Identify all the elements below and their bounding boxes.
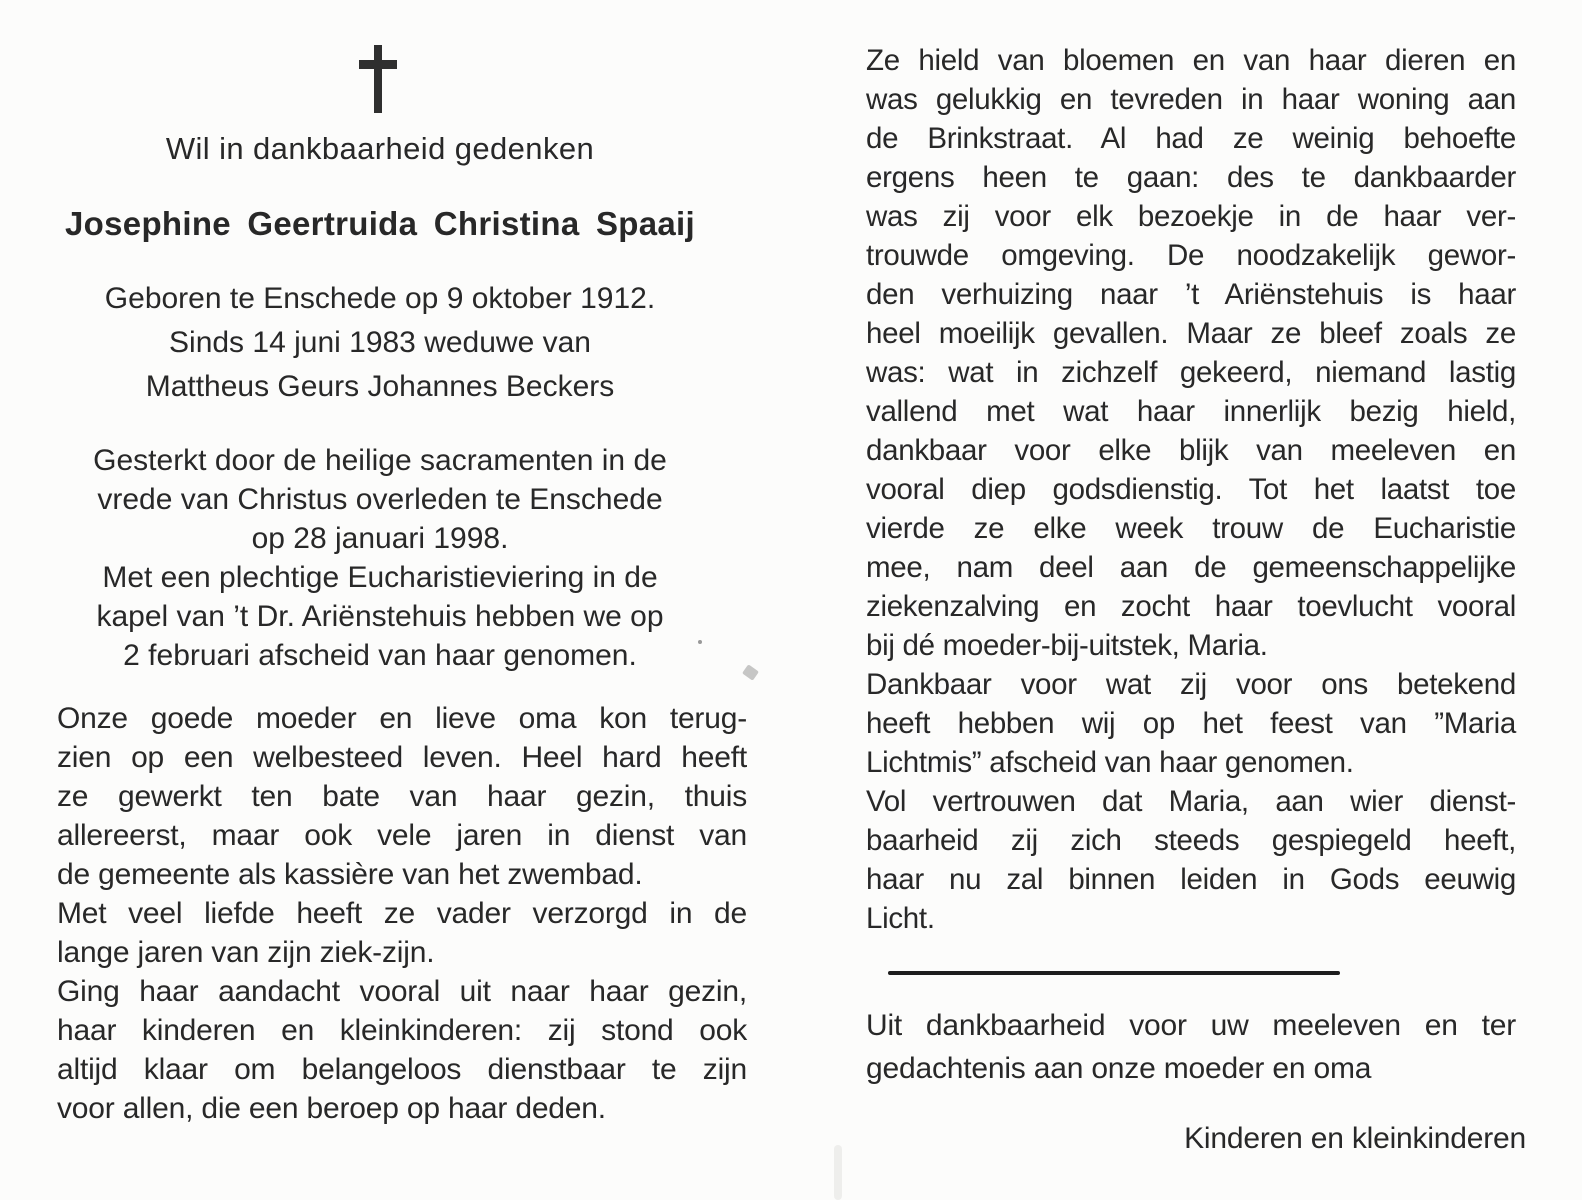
text-line: Gesterkt door de heilige sacramenten in de xyxy=(93,444,667,477)
text-line: op 28 januari 1998. xyxy=(251,522,509,555)
text-line: Sinds 14 juni 1983 weduwe van xyxy=(169,326,591,359)
text-line: voor allen, die een beroep op haar deden. xyxy=(57,1092,606,1125)
text-line: allereerst, maar ook vele jaren in dienst van xyxy=(57,819,747,852)
life-paragraph xyxy=(866,665,1516,782)
text-line: Mattheus Geurs Johannes Beckers xyxy=(145,370,615,403)
text-line: Onze goede moeder en lieve oma kon terug- xyxy=(57,702,747,735)
life-paragraph xyxy=(866,782,1516,938)
text-line: vierde ze elke week trouw de Eucharistie xyxy=(866,512,1516,545)
deceased-name-text: Josephine Geertruida Christina Spaaij xyxy=(65,205,695,242)
text-line: was: wat in zichzelf gekeerd, niemand lastig xyxy=(866,356,1516,389)
deceased-name xyxy=(57,205,703,243)
text-line: ergens heen te gaan: des te dankbaarder xyxy=(866,161,1516,194)
text-line: Dankbaar voor wat zij voor ons betekend xyxy=(866,668,1516,701)
text-line: ziekenzalving en zocht haar toevlucht vooral xyxy=(866,590,1516,623)
birth-block xyxy=(57,277,703,409)
text-line: altijd klaar om belangeloos dienstbaar te zijn xyxy=(57,1053,747,1086)
life-paragraph xyxy=(866,41,1516,665)
life-paragraph xyxy=(57,894,747,972)
text-line: Ging haar aandacht vooral uit naar haar gezin, xyxy=(57,975,747,1008)
cross-icon xyxy=(358,43,398,115)
text-line: kapel van ’t Dr. Ariënstehuis hebben we op xyxy=(96,600,664,633)
text-line: Vol vertrouwen dat Maria, aan wier dienst- xyxy=(866,785,1516,818)
life-story-right xyxy=(866,41,1516,938)
text-line: Licht. xyxy=(866,902,935,935)
text-line: 2 februari afscheid van haar genomen. xyxy=(123,639,637,672)
text-line: mee, nam deel aan de gemeenschappelijke xyxy=(866,551,1516,584)
text-line: Ze hield van bloemen en van haar dieren en xyxy=(866,44,1516,77)
life-paragraph xyxy=(57,972,747,1128)
text-line: Uit dankbaarheid voor uw meeleven en ter xyxy=(866,1009,1516,1042)
text-line: dankbaar voor elke blijk van meeleven en xyxy=(866,434,1516,467)
horizontal-divider xyxy=(888,971,1340,975)
text-line: Geboren te Enschede op 9 oktober 1912. xyxy=(104,282,656,315)
life-story-left xyxy=(57,699,747,1128)
text-line: lange jaren van zijn ziek-zijn. xyxy=(57,936,435,969)
text-line: de gemeente als kassière van het zwembad. xyxy=(57,858,643,891)
memorial-intro xyxy=(57,131,703,167)
text-line: heeft hebben wij op het feest van ”Maria xyxy=(866,707,1516,740)
scan-artifact xyxy=(698,640,702,644)
death-block xyxy=(57,441,703,675)
text-line: bij dé moeder-bij-uitstek, Maria. xyxy=(866,629,1268,662)
text-line: Lichtmis” afscheid van haar genomen. xyxy=(866,746,1354,779)
text-line: trouwde omgeving. De noodzakelijk gewor- xyxy=(866,239,1516,272)
text-line: vrede van Christus overleden te Enschede xyxy=(97,483,663,516)
text-line: haar kinderen en kleinkinderen: zij stond ook xyxy=(57,1014,747,1047)
text-line: den verhuizing naar ’t Ariënstehuis is haar xyxy=(866,278,1516,311)
signature xyxy=(866,1122,1526,1156)
text-line: Met een plechtige Eucharistieviering in de xyxy=(102,561,658,594)
signature-text: Kinderen en kleinkinderen xyxy=(1184,1122,1526,1155)
text-line: zien op een welbesteed leven. Heel hard heeft xyxy=(57,741,747,774)
scan-artifact xyxy=(742,664,759,680)
scan-artifact xyxy=(834,1145,842,1200)
text-line: ze gewerkt ten bate van haar gezin, thuis xyxy=(57,780,747,813)
life-paragraph xyxy=(57,699,747,894)
text-line: haar nu zal binnen leiden in Gods eeuwig xyxy=(866,863,1516,896)
text-line: Met veel liefde heeft ze vader verzorgd in de xyxy=(57,897,747,930)
text-line: gedachtenis aan onze moeder en oma xyxy=(866,1052,1372,1085)
text-line: heel moeilijk gevallen. Maar ze bleef zoals ze xyxy=(866,317,1516,350)
text-line: vooral diep godsdienstig. Tot het laatst toe xyxy=(866,473,1516,506)
memorial-intro-text: Wil in dankbaarheid gedenken xyxy=(165,131,595,166)
text-line: de Brinkstraat. Al had ze weinig behoefte xyxy=(866,122,1516,155)
text-line: was zij voor elk bezoekje in de haar ver- xyxy=(866,200,1516,233)
closing-thanks xyxy=(866,1004,1516,1090)
text-line: vallend met wat haar innerlijk bezig hield, xyxy=(866,395,1516,428)
text-line: was gelukkig en tevreden in haar woning aan xyxy=(866,83,1516,116)
text-line: baarheid zij zich steeds gespiegeld heeft, xyxy=(866,824,1516,857)
